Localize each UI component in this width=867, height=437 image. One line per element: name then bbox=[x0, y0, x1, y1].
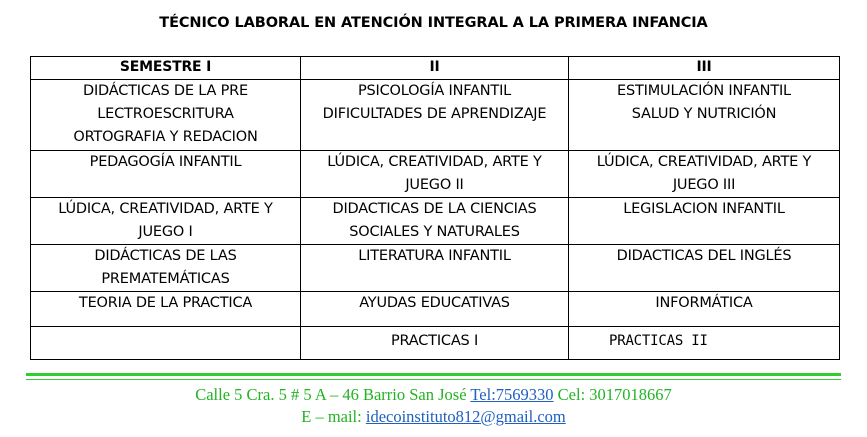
table-cell bbox=[569, 292, 840, 327]
cell-line: INFORMÁTICA bbox=[655, 295, 753, 311]
cell-line: SALUD Y NUTRICIÓN bbox=[631, 106, 777, 122]
table-cell bbox=[569, 80, 840, 151]
cell-line: JUEGO I bbox=[138, 224, 193, 240]
cell-line: ORTOGRAFIA Y REDACION bbox=[73, 129, 258, 145]
cell-line: DIDACTICAS DEL INGLÉS bbox=[616, 248, 792, 264]
footer-address-line bbox=[0, 385, 867, 405]
cell-line: DIFICULTADES DE APRENDIZAJE bbox=[322, 106, 547, 122]
cell-line: DIDACTICAS DE LA CIENCIAS bbox=[332, 201, 537, 217]
footer-email-line bbox=[0, 407, 867, 427]
cell-line: DIDÁCTICAS DE LA PRE bbox=[83, 83, 248, 99]
table-row bbox=[31, 292, 840, 327]
header-semester-3: III bbox=[569, 57, 840, 80]
table-cell-empty bbox=[31, 327, 301, 360]
cell-line: PRACTICAS I bbox=[390, 333, 479, 349]
cell-line: LÚDICA, CREATIVIDAD, ARTE Y bbox=[58, 201, 273, 217]
cell-line: PEDAGOGÍA INFANTIL bbox=[89, 154, 242, 170]
footer-cel: Cel: 3017018667 bbox=[557, 385, 672, 404]
cell-line: TEORIA DE LA PRACTICA bbox=[78, 295, 253, 311]
table-cell bbox=[301, 151, 569, 198]
table-row bbox=[31, 245, 840, 292]
table-cell bbox=[31, 245, 301, 292]
table-row bbox=[31, 151, 840, 198]
table-cell bbox=[301, 80, 569, 151]
table-cell bbox=[301, 198, 569, 245]
header-semester-2: II bbox=[301, 57, 569, 80]
header-semester-1: SEMESTRE I bbox=[31, 57, 301, 80]
cell-line: PSICOLOGÍA INFANTIL bbox=[357, 83, 512, 99]
table-cell bbox=[31, 151, 301, 198]
cell-line: AYUDAS EDUCATIVAS bbox=[359, 295, 510, 311]
cell-line: LÚDICA, CREATIVIDAD, ARTE Y bbox=[327, 154, 542, 170]
table-cell bbox=[301, 292, 569, 327]
table-cell bbox=[31, 292, 301, 327]
cell-line: PREMATEMÁTICAS bbox=[101, 271, 230, 287]
table-cell bbox=[31, 198, 301, 245]
footer-divider-thick bbox=[26, 373, 841, 376]
table-cell bbox=[569, 245, 840, 292]
table-cell bbox=[569, 327, 840, 360]
table-header-row bbox=[31, 57, 840, 80]
footer-divider-thin bbox=[26, 379, 841, 380]
cell-line: LITERATURA INFANTIL bbox=[358, 248, 511, 264]
footer-email-link[interactable]: idecoinstituto812@gmail.com bbox=[365, 407, 566, 426]
footer-email-label: E – mail: bbox=[301, 407, 362, 426]
footer-tel-link[interactable]: Tel:7569330 bbox=[470, 385, 554, 404]
cell-line: JUEGO III bbox=[672, 177, 736, 193]
document-title: TÉCNICO LABORAL EN ATENCIÓN INTEGRAL A LA PRIMERA INFANCIA bbox=[159, 15, 708, 31]
curriculum-table bbox=[30, 56, 840, 360]
table-row bbox=[31, 198, 840, 245]
cell-line: LEGISLACION INFANTIL bbox=[623, 201, 785, 217]
cell-line: SOCIALES Y NATURALES bbox=[349, 224, 520, 240]
table-cell bbox=[569, 151, 840, 198]
cell-line: LECTROESCRITURA bbox=[97, 106, 234, 122]
cell-line: ESTIMULACIÓN INFANTIL bbox=[617, 83, 791, 99]
cell-line: DIDÁCTICAS DE LAS bbox=[94, 248, 237, 264]
table-cell bbox=[301, 327, 569, 360]
table-cell bbox=[31, 80, 301, 151]
cell-line: LÚDICA, CREATIVIDAD, ARTE Y bbox=[596, 154, 812, 170]
footer-address: Calle 5 Cra. 5 # 5 A – 46 Barrio San José bbox=[195, 385, 467, 404]
table-row bbox=[31, 327, 840, 360]
table-cell bbox=[301, 245, 569, 292]
table-row bbox=[31, 80, 840, 151]
cell-line: JUEGO II bbox=[405, 177, 464, 193]
cell-line: PRACTICAS II bbox=[609, 333, 708, 349]
table-cell bbox=[569, 198, 840, 245]
